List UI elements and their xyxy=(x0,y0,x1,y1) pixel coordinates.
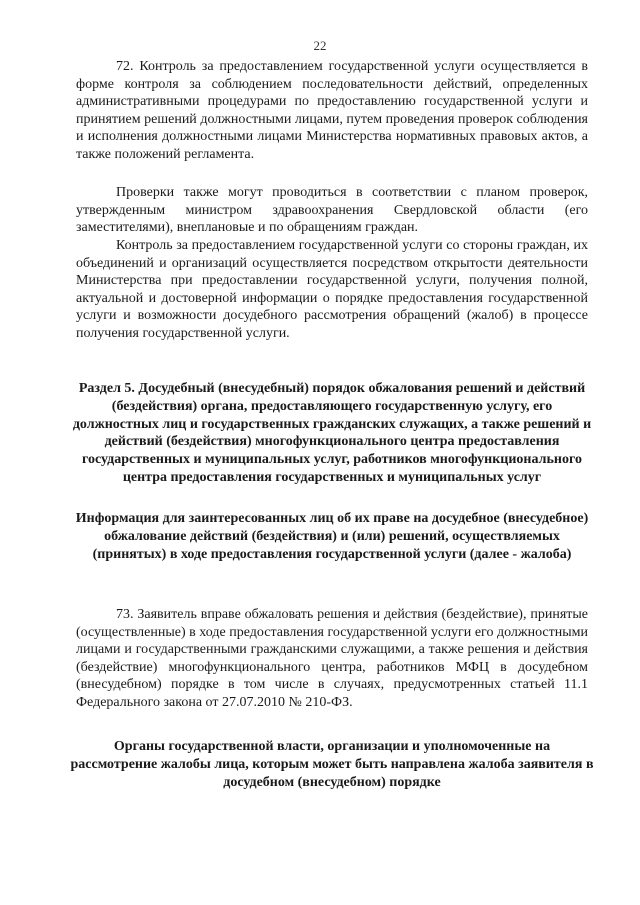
paragraph-72-inspections: Проверки также могут проводиться в соответствии с планом проверок, утвержденным министром здравоохранения Свердловской области (его заместителями), внеплановые и по обращениям граждан. xyxy=(76,185,588,236)
authorities-heading: Органы государственной власти, организации и уполномоченные на рассмотрение жалобы лица, которым может быть направлена жалоба заявителя в досудебном (внесудебном) порядке xyxy=(70,739,594,790)
complaint-info-heading: Информация для заинтересованных лиц об их праве на досудебное (внесудебное) обжалование действий (бездействия) и (или) решений, осуществляемых (принятых) в ходе предоставления государственной услуги (далее - жалоба) xyxy=(75,511,589,562)
paragraph-72-citizen-control: Контроль за предоставлением государственной услуги со стороны граждан, их объединений и организаций осуществляется посредством открытости деятельности Министерства при предоставлении государственной услуги, получения полной, актуальной и достоверной информации о порядке предоставления государственной услуги и возможности досудебного рассмотрения обращений (жалоб) в процессе получения государственной услуги. xyxy=(76,238,588,341)
page-number: 22 xyxy=(313,38,327,53)
section-5-heading: Раздел 5. Досудебный (внесудебный) порядок обжалования решений и действий (бездействия) органа, предоставляющего государственную услугу, его должностных лиц и государственных гражданских служащих, а также решений и действий (бездействия) многофункционального центра предоставления государственных и муниципальных услуг, работников многофункционального центра предоставления государственных и муниципальных услуг xyxy=(72,381,592,485)
paragraph-73: 73. Заявитель вправе обжаловать решения и действия (бездействие), принятые (осуществленные) в ходе предоставления государственной услуги его должностными лицами и государственными гражданскими служащими, а также решения и действия (бездействие) многофункционального центра, работников МФЦ в досудебном (внесудебном) порядке в том числе в случаях, предусмотренных статьей 11.1 Федерального закона от 27.07.2010 № 210-ФЗ. xyxy=(76,607,588,710)
paragraph-72: 72. Контроль за предоставлением государственной услуги осуществляется в форме контроля за соблюдением последовательности действий, определенных административными процедурами по предоставлению государственной услуги и принятием решений должностными лицами, путем проведения проверок соблюдения и исполнения должностными лицами Министерства нормативных правовых актов, а также положений регламента. xyxy=(76,59,588,162)
